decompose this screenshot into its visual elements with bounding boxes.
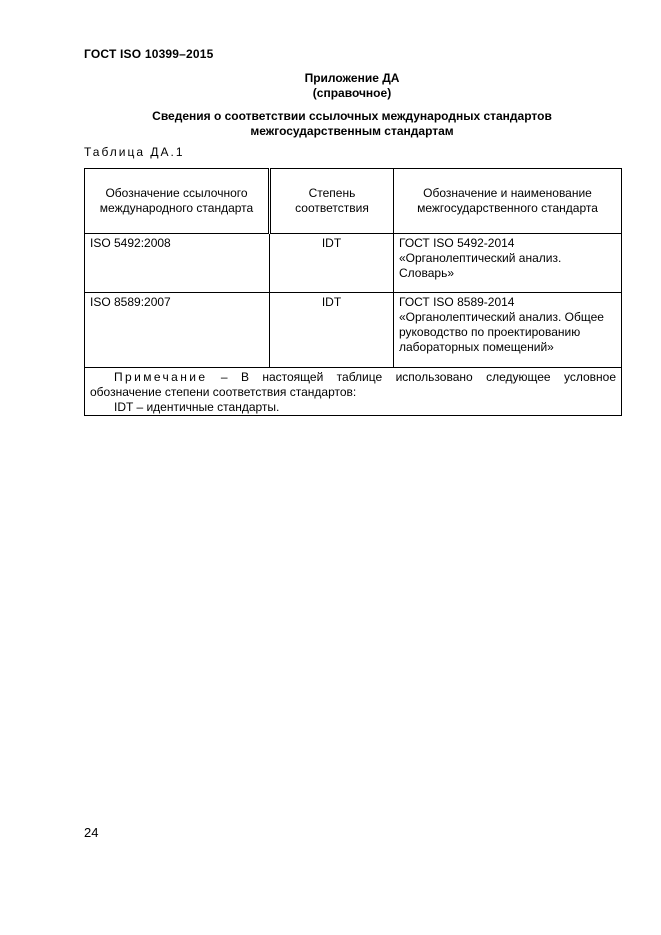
table-header-row — [85, 169, 622, 234]
interstate-name: «Органолептический анализ. Словарь» — [399, 251, 562, 280]
interstate-name: «Органолептический анализ. Общее руководство по проектированию лабораторных помещений» — [399, 310, 604, 354]
page-number: 24 — [84, 825, 99, 840]
table-note — [85, 368, 622, 416]
section-title-line1: Сведения о соответствии ссылочных международных стандартов — [152, 109, 552, 123]
appendix-type: (справочное) — [312, 86, 392, 100]
header-intl-standard: Обозначение ссылочного международного стандарта — [85, 169, 270, 234]
appendix-heading — [84, 71, 620, 101]
table-caption: Таблица ДА.1 — [84, 145, 185, 159]
table-note-row — [85, 368, 622, 416]
header-interstate-standard: Обозначение и наименование межгосударственного стандарта — [394, 169, 622, 234]
table-row — [85, 234, 622, 293]
appendix-title: Приложение ДА — [304, 71, 400, 85]
cell-interstate-standard — [394, 293, 622, 368]
cell-degree: IDT — [270, 234, 394, 293]
cell-degree: IDT — [270, 293, 394, 368]
table-row — [85, 293, 622, 368]
cell-intl-standard: ISO 5492:2008 — [85, 234, 270, 293]
section-title — [84, 109, 620, 139]
interstate-code: ГОСТ ISO 8589-2014 — [399, 295, 515, 309]
note-label: Примечание — [114, 370, 208, 384]
interstate-code: ГОСТ ISO 5492-2014 — [399, 236, 515, 250]
cell-intl-standard: ISO 8589:2007 — [85, 293, 270, 368]
note-text: – В настоящей таблице использовано следующее условное обозначение степени соответствия стандартов: — [90, 370, 617, 399]
section-title-line2: межгосударственным стандартам — [250, 124, 454, 138]
note-legend: IDT – идентичные стандарты. — [114, 400, 280, 414]
document-header: ГОСТ ISO 10399–2015 — [84, 47, 214, 61]
conformity-table — [84, 168, 622, 416]
header-degree: Степень соответствия — [270, 169, 394, 234]
cell-interstate-standard — [394, 234, 622, 293]
